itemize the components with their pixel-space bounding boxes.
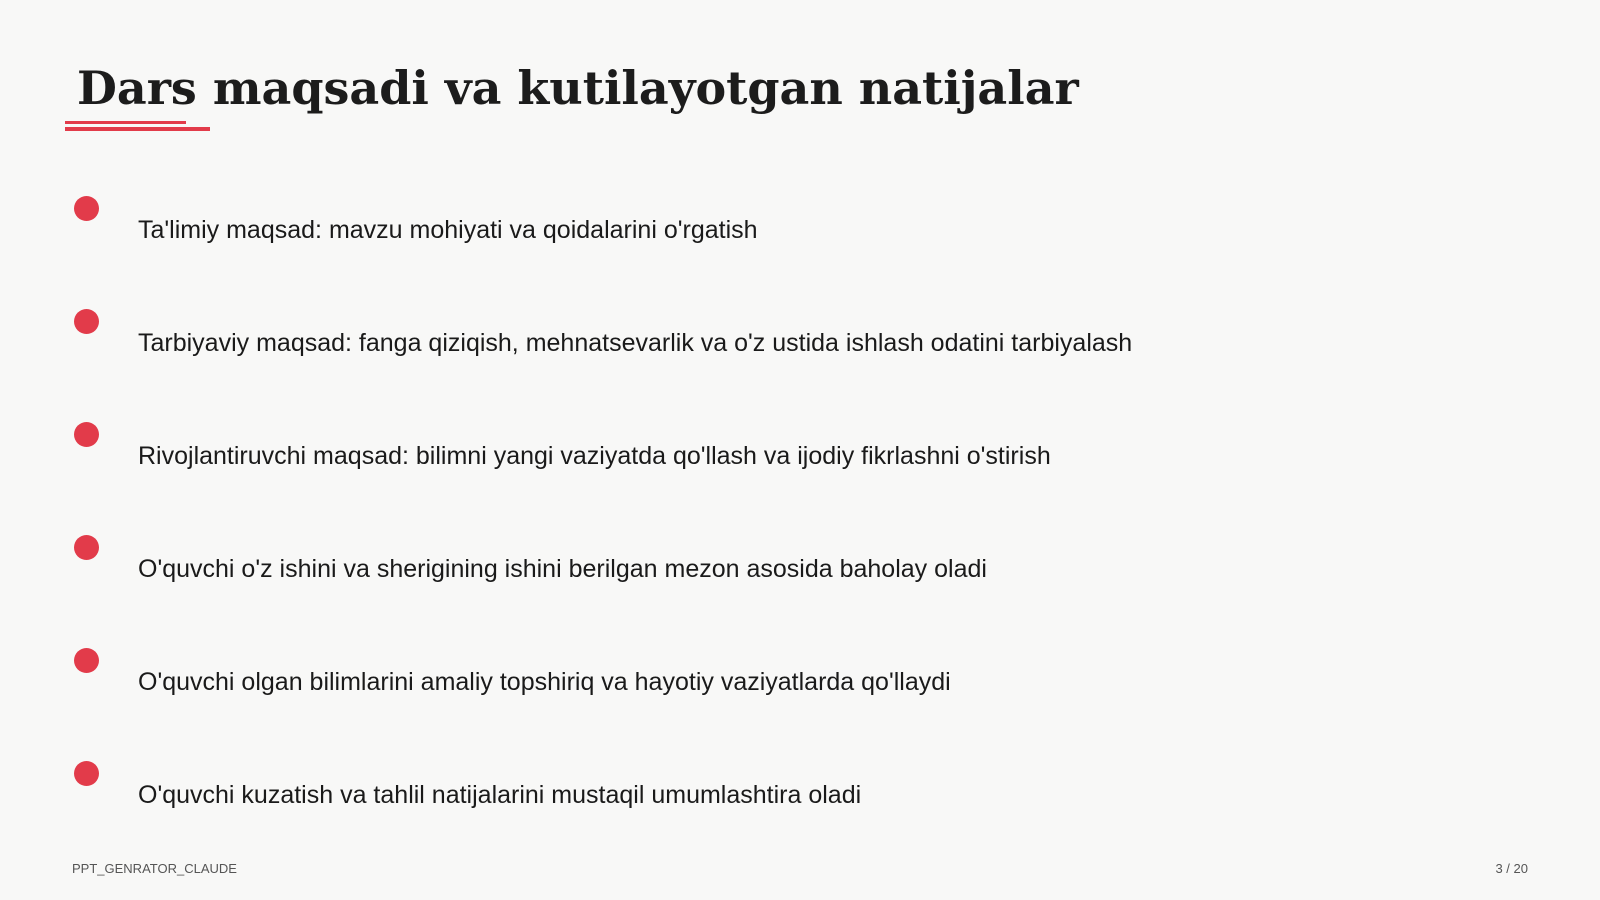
bullet-dot-icon <box>74 535 99 560</box>
page-indicator: 3 / 20 <box>1495 861 1528 876</box>
list-item <box>0 309 1600 409</box>
slide-title: Dars maqsadi va kutilayotgan natijalar <box>77 61 1079 115</box>
bullet-text: O'quvchi o'z ishini va sherigining ishini berilgan mezon asosida baholay oladi <box>138 555 987 583</box>
footer-generator-label: PPT_GENRATOR_CLAUDE <box>72 861 237 876</box>
bullet-text: Ta'limiy maqsad: mavzu mohiyati va qoidalarini o'rgatish <box>138 216 758 244</box>
list-item <box>0 422 1600 522</box>
list-item <box>0 648 1600 748</box>
bullet-dot-icon <box>74 422 99 447</box>
list-item <box>0 196 1600 296</box>
bullet-dot-icon <box>74 196 99 221</box>
bullet-dot-icon <box>74 648 99 673</box>
list-item <box>0 761 1600 861</box>
bullet-text: Rivojlantiruvchi maqsad: bilimni yangi vaziyatda qo'llash va ijodiy fikrlashni o'stirish <box>138 442 1051 470</box>
bullet-text: Tarbiyaviy maqsad: fanga qiziqish, mehnatsevarlik va o'z ustida ishlash odatini tarbiyalash <box>138 329 1133 357</box>
bullet-dot-icon <box>74 761 99 786</box>
bullet-text: O'quvchi olgan bilimlarini amaliy topshiriq va hayotiy vaziyatlarda qo'llaydi <box>138 668 951 696</box>
bullet-text: O'quvchi kuzatish va tahlil natijalarini mustaqil umumlashtira oladi <box>138 781 862 809</box>
bullet-dot-icon <box>74 309 99 334</box>
list-item <box>0 535 1600 635</box>
